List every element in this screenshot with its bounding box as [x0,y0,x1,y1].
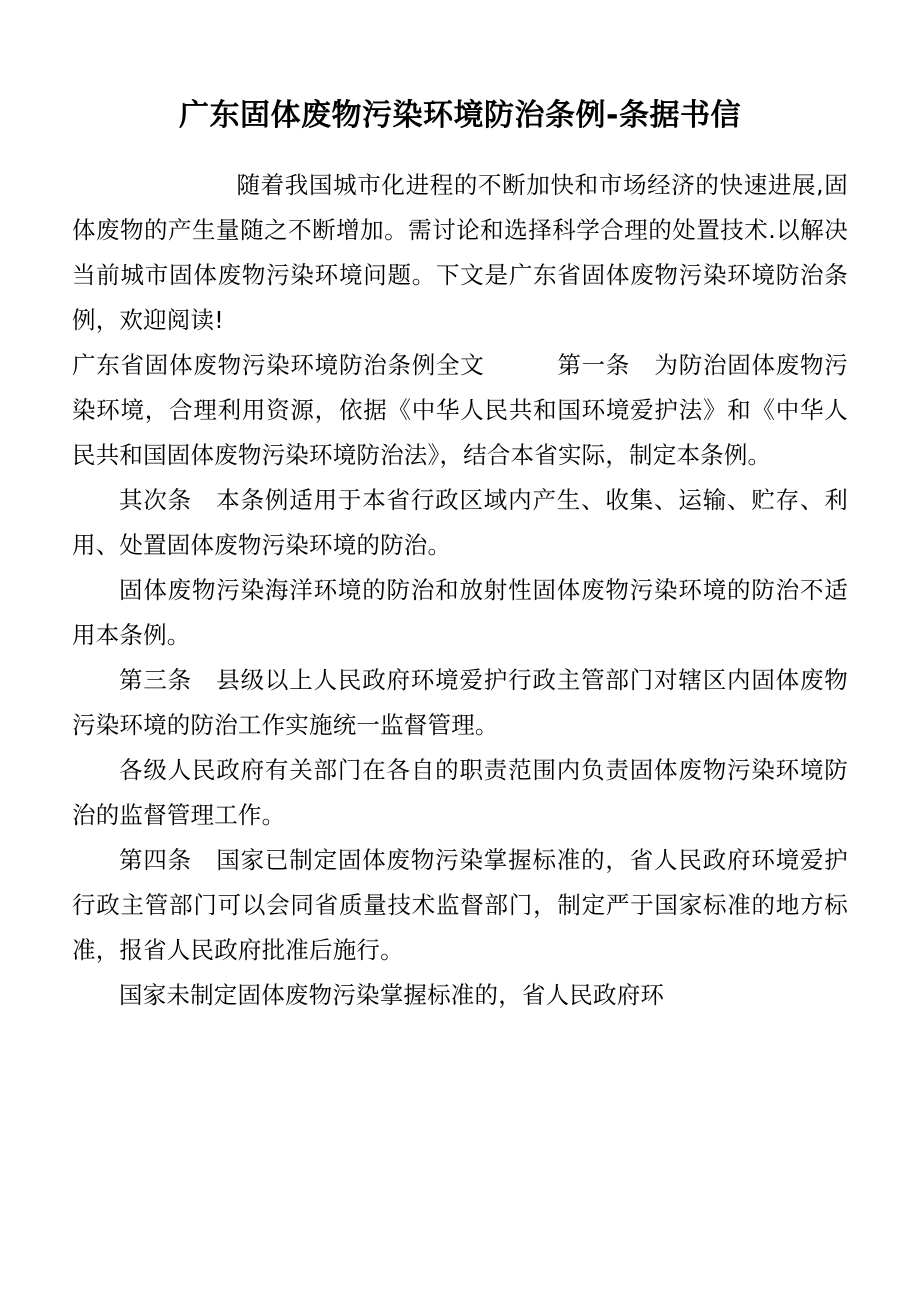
paragraph-article-3: 第三条 县级以上人民政府环境爱护行政主管部门对辖区内固体废物污染环境的防治工作实施统一监督管理。 [72,665,848,739]
document-body [72,163,848,1018]
paragraph-article-4: 第四条 国家已制定固体废物污染掌握标准的，省人民政府环境爱护行政主管部门可以会同省质量技术监督部门，制定严于国家标准的地方标准，报省人民政府批准后施行。 [72,845,848,964]
paragraph-intro: 随着我国城市化进程的不断加快和市场经济的快速进展,固体废物的产生量随之不断增加。需讨论和选择科学合理的处置技术.以解决当前城市固体废物污染环境问题。下文是广东省固体废物污染环境防治条例，欢迎阅读! [72,170,848,334]
page-title: 广东固体废物污染环境防治条例-条据书信 [179,98,741,133]
paragraph-article-2: 其次条 本条例适用于本省行政区域内产生、收集、运输、贮存、利用、处置固体废物污染环境的防治。 [72,485,848,559]
paragraph-article-2-2: 固体废物污染海洋环境的防治和放射性固体废物污染环境的防治不适用本条例。 [72,575,848,649]
paragraph-article-3-2: 各级人民政府有关部门在各自的职责范围内负责固体废物污染环境防治的监督管理工作。 [72,755,848,829]
paragraph-article-1: 广东省固体废物污染环境防治条例全文 第一条 为防治固体废物污染环境，合理利用资源，依据《中华人民共和国环境爱护法》和《中华人民共和国固体废物污染环境防治法》，结合本省实际，制定本条例。 [72,350,848,469]
paragraph-article-4-2: 国家未制定固体废物污染掌握标准的，省人民政府环 [119,980,665,1009]
